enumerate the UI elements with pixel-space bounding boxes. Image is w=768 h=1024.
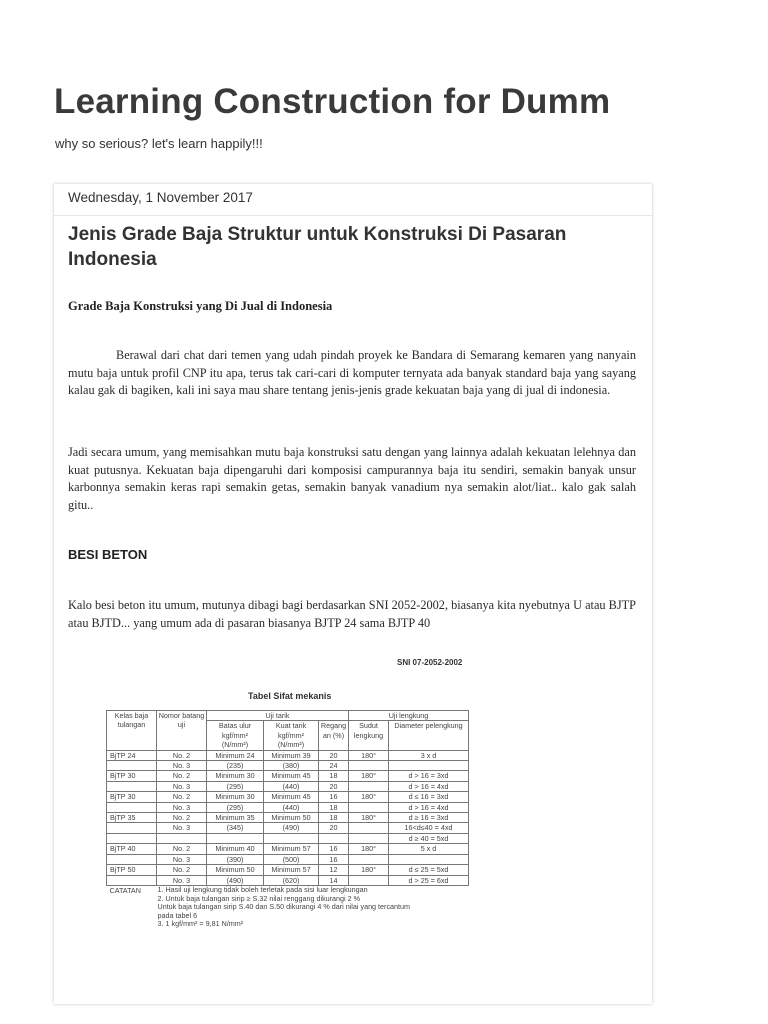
table-caption: Tabel Sifat mekanis bbox=[248, 691, 332, 701]
cell bbox=[107, 854, 157, 864]
header-uji-tarik: Uji tarik bbox=[207, 711, 349, 721]
cell: No. 3 bbox=[157, 823, 207, 833]
cell bbox=[389, 854, 469, 864]
cell: 180° bbox=[349, 865, 389, 875]
cell: Minimum 57 bbox=[264, 844, 319, 854]
cell: (235) bbox=[207, 761, 264, 771]
cell: Minimum 45 bbox=[264, 771, 319, 781]
cell bbox=[107, 802, 157, 812]
cell: d ≤ 16 = 3xd bbox=[389, 792, 469, 802]
cell: 16 bbox=[319, 792, 349, 802]
cell: No. 3 bbox=[157, 875, 207, 885]
cell bbox=[349, 833, 389, 843]
header-kuat-tarik: Kuat tarik kgf/mm² (N/mm²) bbox=[264, 721, 319, 750]
cell: 18 bbox=[319, 813, 349, 823]
cell: (380) bbox=[264, 761, 319, 771]
cell: 16 bbox=[319, 854, 349, 864]
post-paragraph: Kalo besi beton itu umum, mutunya dibagi bagi berdasarkan SNI 2052-2002, biasanya kita nyebutnya U atau BJTP atau BJTD... yang umum ada di pasaran biasanya BJTP 24 sama BJTP 40 bbox=[68, 598, 636, 630]
cell: d > 16 = 4xd bbox=[389, 802, 469, 812]
cell: No. 3 bbox=[157, 802, 207, 812]
cell: (345) bbox=[207, 823, 264, 833]
header-diameter: Diameter pelengkung bbox=[389, 721, 469, 750]
cell bbox=[107, 833, 157, 843]
cell: Minimum 40 bbox=[207, 844, 264, 854]
cell: BjTP 50 bbox=[107, 865, 157, 875]
cell bbox=[349, 802, 389, 812]
table-row bbox=[107, 771, 469, 781]
cell: Minimum 50 bbox=[207, 865, 264, 875]
cell: d > 25 = 6xd bbox=[389, 875, 469, 885]
post-paragraph: Jadi secara umum, yang memisahkan mutu baja konstruksi satu dengan yang lainnya adalah kekuatan lelehnya dan kuat putusnya. Kekuatan baja dipengaruhi dari komposisi campurannya baja itu sendiri, semakin banyak unsur karbonnya semakin keras rapi semakin getas, semakin banyak vanadium nya semakin alot/liat.. kalo gak salah gitu.. bbox=[68, 445, 636, 512]
cell bbox=[349, 854, 389, 864]
blog-title[interactable]: Learning Construction for Dumm bbox=[54, 82, 611, 121]
header-kelas: Kelas baja tulangan bbox=[107, 711, 157, 751]
cell: (440) bbox=[264, 781, 319, 791]
cell bbox=[207, 833, 264, 843]
cell: 20 bbox=[319, 823, 349, 833]
cell: No. 2 bbox=[157, 792, 207, 802]
table-row bbox=[107, 813, 469, 823]
cell: (440) bbox=[264, 802, 319, 812]
post-date: Wednesday, 1 November 2017 bbox=[68, 190, 253, 205]
cell bbox=[389, 761, 469, 771]
post-subheading: Grade Baja Konstruksi yang Di Jual di Indonesia bbox=[68, 299, 333, 313]
cell: No. 2 bbox=[157, 771, 207, 781]
cell: BjTP 30 bbox=[107, 792, 157, 802]
cell: Minimum 35 bbox=[207, 813, 264, 823]
cell: BjTP 40 bbox=[107, 844, 157, 854]
note-item: 3. 1 kgf/mm² = 9,81 N/mm² bbox=[157, 919, 244, 929]
post-card bbox=[54, 184, 652, 1004]
cell: (620) bbox=[264, 875, 319, 885]
cell: No. 3 bbox=[157, 761, 207, 771]
cell: No. 3 bbox=[157, 781, 207, 791]
table-row bbox=[107, 823, 469, 833]
table-row bbox=[107, 792, 469, 802]
table-row bbox=[107, 750, 469, 760]
table-row bbox=[107, 875, 469, 885]
cell: (295) bbox=[207, 802, 264, 812]
note-item: 1. Hasil uji lengkung tidak boleh terletak pada sisi luar lengkungan bbox=[157, 884, 368, 894]
cell: 18 bbox=[319, 802, 349, 812]
cell: No. 2 bbox=[157, 813, 207, 823]
cell: BjTP 30 bbox=[107, 771, 157, 781]
cell: No. 2 bbox=[157, 844, 207, 854]
table-row bbox=[107, 802, 469, 812]
cell: (390) bbox=[207, 854, 264, 864]
cell: (500) bbox=[264, 854, 319, 864]
cell: 180° bbox=[349, 844, 389, 854]
cell: Minimum 30 bbox=[207, 792, 264, 802]
post-paragraph: Berawal dari chat dari temen yang udah pindah proyek ke Bandara di Semarang kemaren yang nanyain mutu baja untuk profil CNP itu apa, terus tak cari-cari di komputer ternyata ada banyak standard baja yang sayang kalau gak di bagiken, kali ini saya mau share tentang jenis-jenis grade kekuatan baja yang di jual di indonesia. bbox=[68, 348, 636, 397]
section-heading: BESI BETON bbox=[68, 547, 148, 562]
cell: Minimum 57 bbox=[264, 865, 319, 875]
cell bbox=[264, 833, 319, 843]
cell: 12 bbox=[319, 865, 349, 875]
cell: 180° bbox=[349, 771, 389, 781]
cell bbox=[349, 781, 389, 791]
cell: 180° bbox=[349, 750, 389, 760]
header-batas-ulur: Batas ulur kgf/mm² (N/mm²) bbox=[207, 721, 264, 750]
cell: d ≤ 25 = 5xd bbox=[389, 865, 469, 875]
mechanical-properties-table bbox=[106, 710, 469, 929]
cell: No. 2 bbox=[157, 865, 207, 875]
cell: d ≥ 40 = 5xd bbox=[389, 833, 469, 843]
table-notes-row bbox=[107, 885, 469, 928]
cell: (490) bbox=[264, 823, 319, 833]
cell bbox=[319, 833, 349, 843]
table-row bbox=[107, 761, 469, 771]
cell: 24 bbox=[319, 761, 349, 771]
header-sudut: Sudut lengkung bbox=[349, 721, 389, 750]
cell: 14 bbox=[319, 875, 349, 885]
cell bbox=[107, 823, 157, 833]
cell bbox=[349, 761, 389, 771]
note-item: 2. Untuk baja tulangan sirip ≥ S.32 nilai renggang dikurangi 2 % bbox=[157, 893, 361, 903]
cell: Minimum 24 bbox=[207, 750, 264, 760]
divider bbox=[54, 215, 652, 216]
cell: No. 2 bbox=[157, 750, 207, 760]
notes-label: CATATAN bbox=[109, 885, 141, 895]
cell: Minimum 50 bbox=[264, 813, 319, 823]
cell: 180° bbox=[349, 792, 389, 802]
cell bbox=[107, 761, 157, 771]
note-item: Untuk baja tulangan sirip S.40 dan S.50 dikurangi 4 % dari nilai yang tercantum bbox=[157, 902, 411, 912]
cell: 3 x d bbox=[389, 750, 469, 760]
cell: 18 bbox=[319, 771, 349, 781]
header-nomor: Nomor batang uji bbox=[157, 711, 207, 751]
table-body bbox=[107, 750, 469, 929]
header-regangan: Regang an (%) bbox=[319, 721, 349, 750]
figure-standard-label: SNI 07-2052-2002 bbox=[397, 658, 463, 667]
cell: d > 16 = 4xd bbox=[389, 781, 469, 791]
cell bbox=[349, 823, 389, 833]
cell: 20 bbox=[319, 781, 349, 791]
cell: d ≥ 16 = 3xd bbox=[389, 813, 469, 823]
header-uji-lengkung: Uji lengkung bbox=[349, 711, 469, 721]
cell: 180° bbox=[349, 813, 389, 823]
cell: d > 16 = 3xd bbox=[389, 771, 469, 781]
cell: No. 3 bbox=[157, 854, 207, 864]
table-row bbox=[107, 865, 469, 875]
cell: 16<d≤40 = 4xd bbox=[389, 823, 469, 833]
cell: Minimum 30 bbox=[207, 771, 264, 781]
cell bbox=[157, 833, 207, 843]
table-row bbox=[107, 854, 469, 864]
cell: (490) bbox=[207, 875, 264, 885]
cell: Minimum 39 bbox=[264, 750, 319, 760]
cell: Minimum 45 bbox=[264, 792, 319, 802]
cell: 16 bbox=[319, 844, 349, 854]
cell: 5 x d bbox=[389, 844, 469, 854]
table-row bbox=[107, 781, 469, 791]
cell bbox=[349, 875, 389, 885]
post-title[interactable]: Jenis Grade Baja Struktur untuk Konstruksi Di Pasaran Indonesia bbox=[68, 224, 567, 270]
cell: 20 bbox=[319, 750, 349, 760]
cell bbox=[107, 875, 157, 885]
cell: (295) bbox=[207, 781, 264, 791]
notes-list bbox=[157, 885, 469, 928]
cell: BjTP 24 bbox=[107, 750, 157, 760]
cell bbox=[107, 781, 157, 791]
note-item: pada tabel 6 bbox=[157, 910, 198, 920]
cell: BjTP 35 bbox=[107, 813, 157, 823]
table-row bbox=[107, 844, 469, 854]
blog-tagline: why so serious? let's learn happily!!! bbox=[55, 136, 263, 151]
table-row bbox=[107, 833, 469, 843]
